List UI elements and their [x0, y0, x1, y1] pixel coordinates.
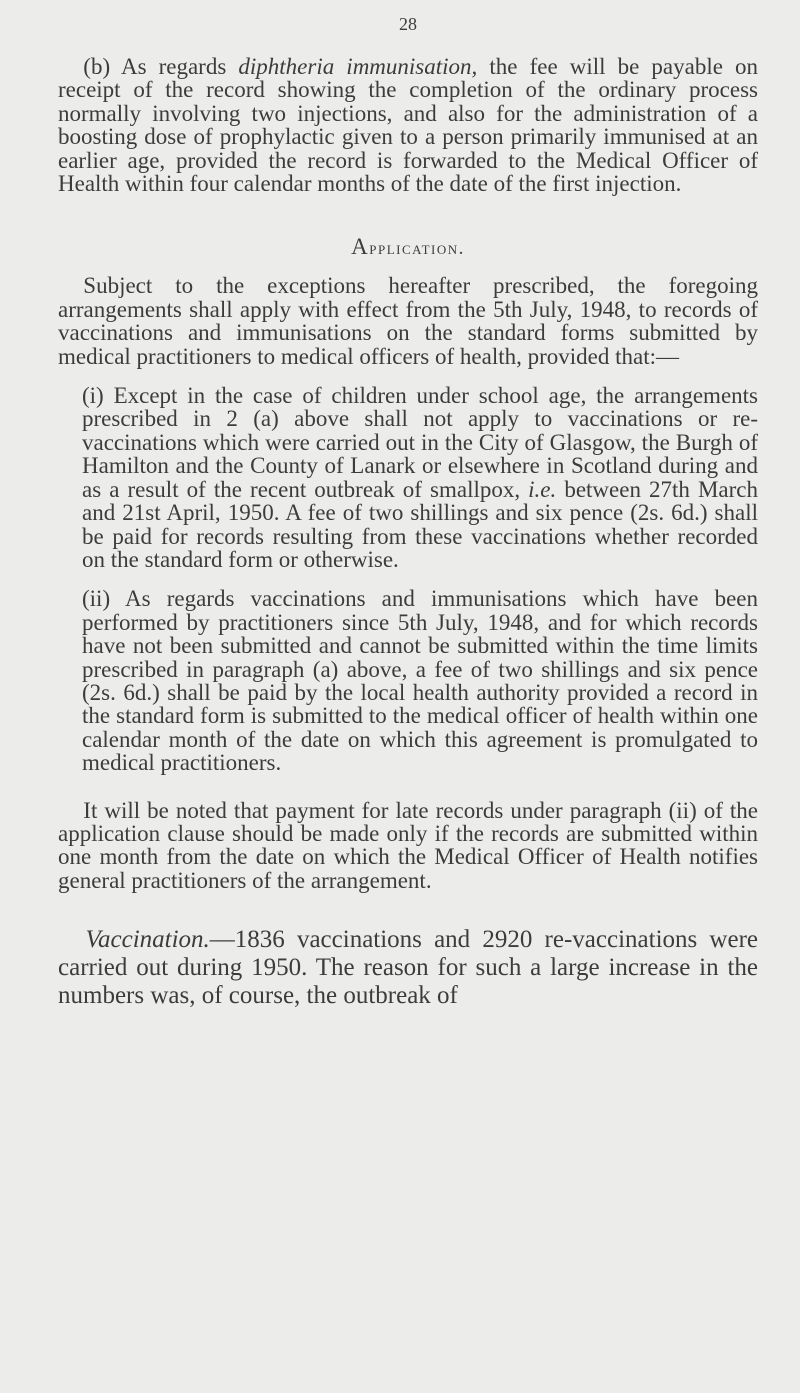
clause-i-text-1: Except in the case of children under school age, the arrangements prescribed in 2 — [82, 383, 758, 432]
vaccination-text: —1836 vaccinations and 2920 re-vaccinations were carried out during 1950. The reason for such a large increase in the numbers was, of course, the outbreak of — [58, 926, 758, 1010]
section-heading-application — [58, 234, 758, 260]
heading-rest: pplication. — [369, 238, 465, 260]
clause-i — [58, 384, 758, 571]
page-number: 28 — [399, 14, 417, 34]
vaccination-lead: Vaccination. — [85, 926, 210, 954]
vaccination-paragraph — [58, 926, 758, 1010]
paragraph-b-label: (b) — [83, 54, 111, 79]
application-intro: Subject to the exceptions hereafter prescribed, the foregoing arrangements shall apply with effect from the 5th July, 1948, to records of vaccinations and immunisations on the standard forms submitted by medical practitioners to medical officers of health, provided that:— — [58, 273, 758, 369]
clause-ii — [58, 587, 758, 774]
clause-ii-text — [82, 587, 758, 774]
clause-ii-text-2: above, a fee of two shillings and six pence (2s. 6d.) shall be paid by the local health authority provided a record in the standard form is submitted to the medical officer of health within one calendar month of the date on which this agreement is promulgated to medical practitioners. — [82, 656, 759, 776]
paragraph-b-prefix: As regards — [120, 54, 227, 79]
clause-i-text-2: above shall not apply to vaccinations or re-vaccinations which were carried out in the City of Glasgow, the Burgh of Hamilton and the County of Lanark or elsewhere in Scotland during and as a result of the recent outbreak of smallpox, — [82, 406, 758, 502]
clause-i-ref: (a) — [253, 406, 279, 432]
paragraph-b — [58, 55, 758, 195]
clause-i-label: (i) — [82, 383, 104, 409]
clause-ii-ref: (a) — [312, 656, 339, 682]
clause-i-ie: i.e. — [528, 476, 557, 502]
clause-ii-label: (ii) — [82, 586, 111, 612]
clause-i-text-3: between 27th March and 21st April, 1950. A fee of two shillings and six pence (2s. 6d.) shall be paid for records resulting from these vaccinations whether recorded on the standard form or otherwise. — [82, 476, 758, 572]
clause-ii-text-1: As regards vaccinations and immunisations which have been performed by practitioners since 5th July, 1948, and for which records have not been submitted and cannot be submitted within the time limits prescribed in paragraph — [82, 586, 758, 682]
clause-i-text — [82, 384, 758, 571]
paragraph-b-italic-phrase: diphtheria immunisation, — [238, 54, 478, 79]
paragraph-b-text: the fee will be payable on receipt of the record showing the completion of the ordinary process normally involving two injections, and also for the administration of a boosting dose of prophylactic given to a person primarily immunised at an earlier age, provided the record is forwarded to the Medical Officer of Health within four calendar months of the date of the first injection. — [58, 54, 759, 197]
heading-initial: A — [351, 234, 370, 260]
late-records-note: It will be noted that payment for late records under paragraph (ii) of the application clause should be made only if the records are submitted within one month from the date on which the Medical Officer of Health notifies general practitioners of the arrangement. — [58, 797, 758, 893]
